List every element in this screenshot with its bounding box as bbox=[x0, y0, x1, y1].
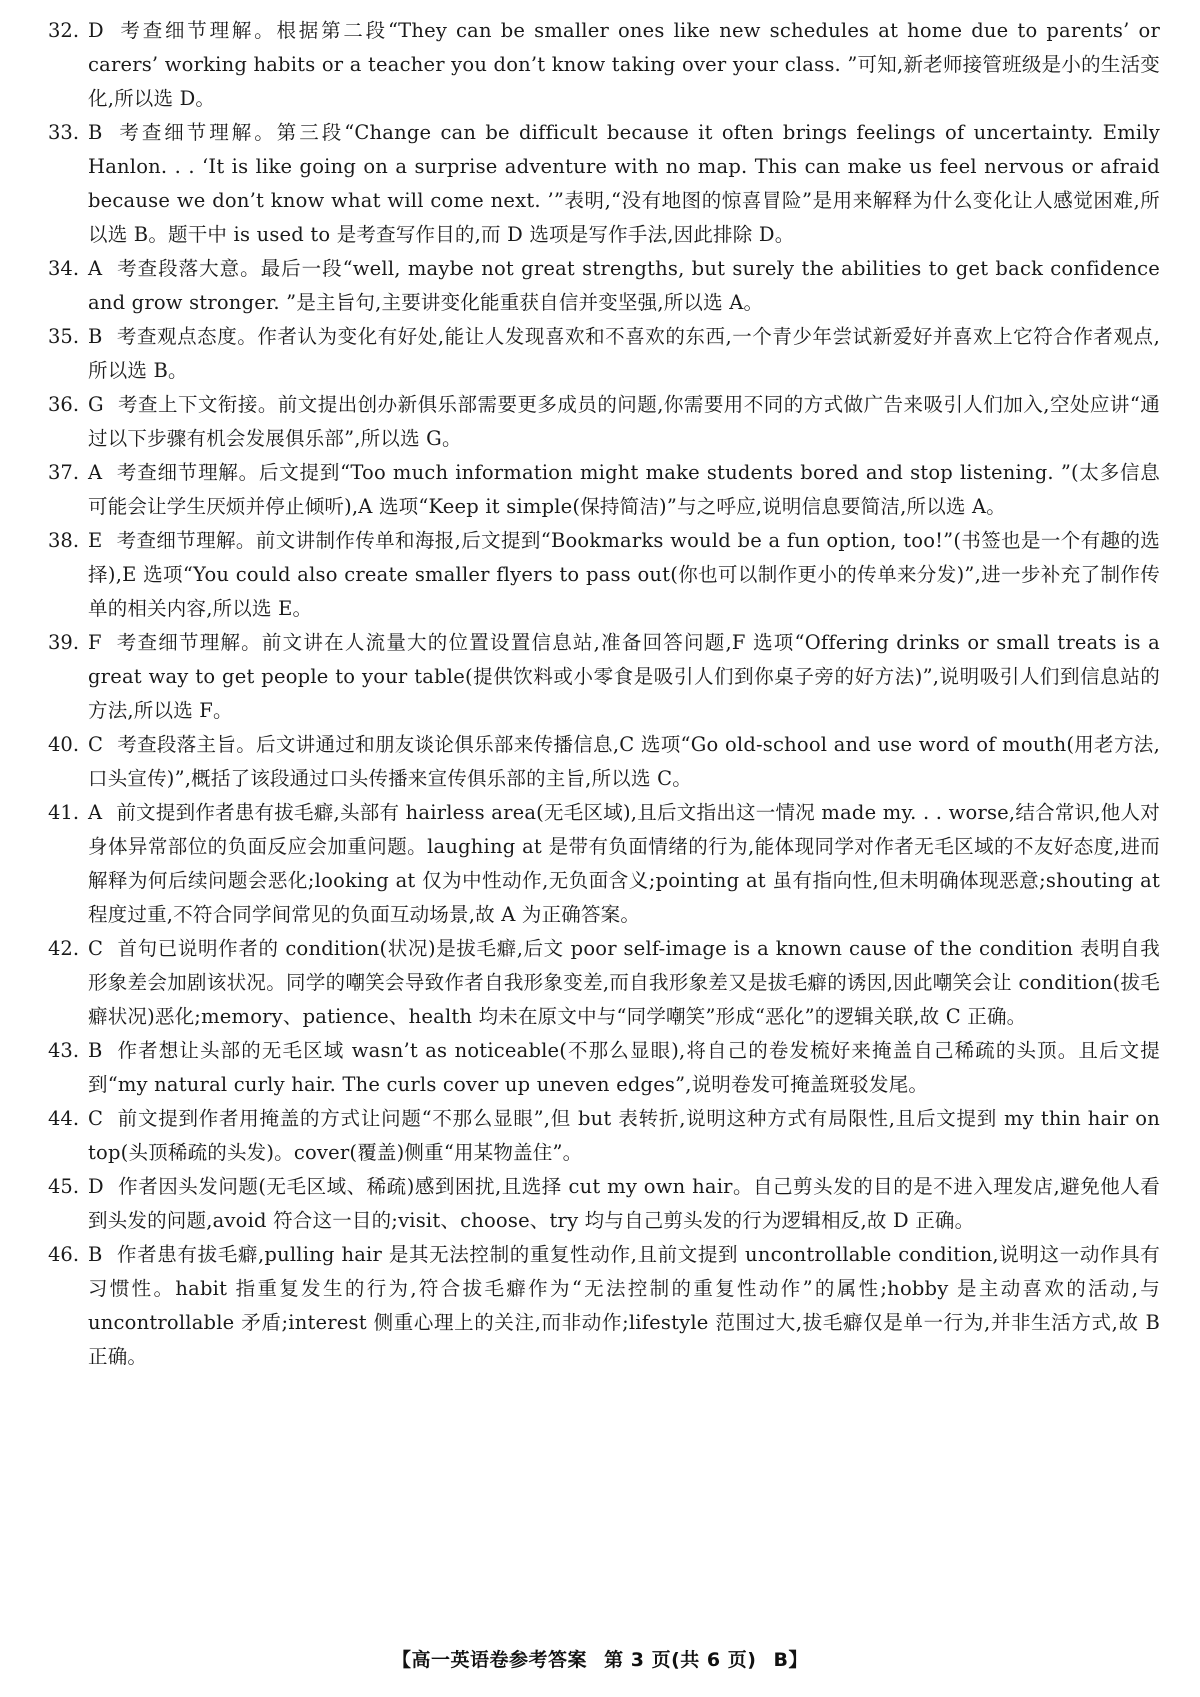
answer-item-35 bbox=[48, 320, 1160, 388]
answer-item-32 bbox=[48, 14, 1160, 116]
answer-item-44 bbox=[48, 1102, 1160, 1170]
explanation-text: 考查细节理解。前文讲制作传单和海报,后文提到“Bookmarks would be a fun option, too!”(书签也是一个有趣的选择),E 选项“You could also create smaller flyers to pass out(你也可以制作更小的传单来分发)”,进一步补充了制作传单的相关内容,所以选 E。 bbox=[88, 529, 1160, 620]
answer-item-33 bbox=[48, 116, 1160, 252]
question-number: 42. bbox=[48, 937, 80, 960]
question-number: 37. bbox=[48, 461, 80, 484]
explanation-text: 考查段落大意。最后一段“well, maybe not great strengths, but surely the abilities to get back confidence and grow stronger. ”是主旨句,主要讲变化能重获自信并变坚强,所以选 A。 bbox=[88, 257, 1160, 314]
question-number: 38. bbox=[48, 529, 80, 552]
answer-letter: C bbox=[88, 937, 104, 960]
answer-letter: B bbox=[88, 121, 103, 144]
answer-letter: D bbox=[88, 19, 104, 42]
answer-item-40 bbox=[48, 728, 1160, 796]
question-number: 39. bbox=[48, 631, 80, 654]
answer-item-38 bbox=[48, 524, 1160, 626]
explanation-text: 前文提到作者用掩盖的方式让问题“不那么显眼”,但 but 表转折,说明这种方式有局限性,且后文提到 my thin hair on top(头顶稀疏的头发)。cover(覆盖)侧重“用某物盖住”。 bbox=[88, 1107, 1160, 1164]
question-number: 44. bbox=[48, 1107, 80, 1130]
question-number: 36. bbox=[48, 393, 80, 416]
answer-list bbox=[48, 14, 1160, 1374]
question-number: 35. bbox=[48, 325, 80, 348]
answer-item-34 bbox=[48, 252, 1160, 320]
answer-letter: D bbox=[88, 1175, 104, 1198]
explanation-text: 考查段落主旨。后文讲通过和朋友谈论俱乐部来传播信息,C 选项“Go old-school and use word of mouth(用老方法,口头宣传)”,概括了该段通过口头传播来宣传俱乐部的主旨,所以选 C。 bbox=[88, 733, 1160, 790]
explanation-text: 考查上下文衔接。前文提出创办新俱乐部需要更多成员的问题,你需要用不同的方式做广告来吸引人们加入,空处应讲“通过以下步骤有机会发展俱乐部”,所以选 G。 bbox=[88, 393, 1160, 450]
answer-item-41 bbox=[48, 796, 1160, 932]
footer-version: B】 bbox=[773, 1649, 809, 1671]
answer-item-39 bbox=[48, 626, 1160, 728]
explanation-text: 作者因头发问题(无毛区域、稀疏)感到困扰,且选择 cut my own hair。自己剪头发的目的是不进入理发店,避免他人看到头发的问题,avoid 符合这一目的;visit、choose、try 均与自己剪头发的行为逻辑相反,故 D 正确。 bbox=[88, 1175, 1160, 1232]
answer-letter: E bbox=[88, 529, 103, 552]
explanation-text: 考查细节理解。根据第二段“They can be smaller ones like new schedules at home due to parents’ or carers’ working habits or a teacher you don’t know taking over your class. ”可知,新老师接管班级是小的生活变化,所以选 D。 bbox=[88, 19, 1160, 110]
question-number: 34. bbox=[48, 257, 80, 280]
answer-letter: C bbox=[88, 1107, 104, 1130]
answer-letter: A bbox=[88, 461, 103, 484]
answer-item-36 bbox=[48, 388, 1160, 456]
question-number: 32. bbox=[48, 19, 80, 42]
explanation-text: 考查细节理解。后文提到“Too much information might make students bored and stop listening. ”(太多信息可能会让学生厌烦并停止倾听),A 选项“Keep it simple(保持简洁)”与之呼应,说明信息要简洁,所以选 A。 bbox=[88, 461, 1160, 518]
explanation-text: 首句已说明作者的 condition(状况)是拔毛癖,后文 poor self-image is a known cause of the condition 表明自我形象差会加剧该状况。同学的嘲笑会导致作者自我形象变差,而自我形象差又是拔毛癖的诱因,因此嘲笑会让 condition(拔毛癖状况)恶化;memory、patience、health 均未在原文中与“同学嘲笑”形成“恶化”的逻辑关联,故 C 正确。 bbox=[88, 937, 1160, 1028]
answer-letter: A bbox=[88, 257, 103, 280]
answer-item-37 bbox=[48, 456, 1160, 524]
question-number: 40. bbox=[48, 733, 80, 756]
explanation-text: 考查细节理解。第三段“Change can be difficult because it often brings feelings of uncertainty. Emily Hanlon. . . ‘It is like going on a surprise adventure with no map. This can make us feel nervous or afraid because we don’t know what will come next. ’”表明,“没有地图的惊喜冒险”是用来解释为什么变化让人感觉困难,所以选 B。题干中 is used to 是考查写作目的,而 D 选项是写作手法,因此排除 D。 bbox=[88, 121, 1160, 246]
question-number: 46. bbox=[48, 1243, 80, 1266]
answer-letter: B bbox=[88, 1039, 103, 1062]
answer-letter: C bbox=[88, 733, 104, 756]
answer-letter: B bbox=[88, 1243, 103, 1266]
explanation-text: 考查观点态度。作者认为变化有好处,能让人发现喜欢和不喜欢的东西,一个青少年尝试新爱好并喜欢上它符合作者观点,所以选 B。 bbox=[88, 325, 1160, 382]
answer-letter: A bbox=[88, 801, 103, 824]
footer-title: 【高一英语卷参考答案 bbox=[391, 1649, 587, 1671]
question-number: 43. bbox=[48, 1039, 80, 1062]
explanation-text: 作者想让头部的无毛区域 wasn’t as noticeable(不那么显眼),将自己的卷发梳好来掩盖自己稀疏的头顶。且后文提到“my natural curly hair. The curls cover up uneven edges”,说明卷发可掩盖斑驳发尾。 bbox=[88, 1039, 1160, 1096]
question-number: 41. bbox=[48, 801, 80, 824]
explanation-text: 前文提到作者患有拔毛癖,头部有 hairless area(无毛区域),且后文指出这一情况 made my. . . worse,结合常识,他人对身体异常部位的负面反应会加重问题。laughing at 是带有负面情绪的行为,能体现同学对作者无毛区域的不友好态度,进而解释为何后续问题会恶化;looking at 仅为中性动作,无负面含义;pointing at 虽有指向性,但未明确体现恶意;shouting at 程度过重,不符合同学间常见的负面互动场景,故 A 为正确答案。 bbox=[88, 801, 1160, 926]
explanation-text: 作者患有拔毛癖,pulling hair 是其无法控制的重复性动作,且前文提到 uncontrollable condition,说明这一动作具有习惯性。habit 指重复发生的行为,符合拔毛癖作为“无法控制的重复性动作”的属性;hobby 是主动喜欢的活动,与 uncontrollable 矛盾;interest 侧重心理上的关注,而非动作;lifestyle 范围过大,拔毛癖仅是单一行为,并非生活方式,故 B 正确。 bbox=[88, 1243, 1160, 1368]
question-number: 45. bbox=[48, 1175, 80, 1198]
answer-letter: G bbox=[88, 393, 104, 416]
question-number: 33. bbox=[48, 121, 80, 144]
answer-item-45 bbox=[48, 1170, 1160, 1238]
answer-item-43 bbox=[48, 1034, 1160, 1102]
explanation-text: 考查细节理解。前文讲在人流量大的位置设置信息站,准备回答问题,F 选项“Offering drinks or small treats is a great way to get people to your table(提供饮料或小零食是吸引人们到你桌子旁的好方法)”,说明吸引人们到信息站的方法,所以选 F。 bbox=[88, 631, 1160, 722]
page-footer bbox=[0, 1645, 1200, 1672]
answer-item-42 bbox=[48, 932, 1160, 1034]
answer-letter: F bbox=[88, 631, 102, 654]
answer-item-46 bbox=[48, 1238, 1160, 1374]
footer-page-number: 第 3 页(共 6 页) bbox=[604, 1649, 757, 1671]
answer-letter: B bbox=[88, 325, 103, 348]
